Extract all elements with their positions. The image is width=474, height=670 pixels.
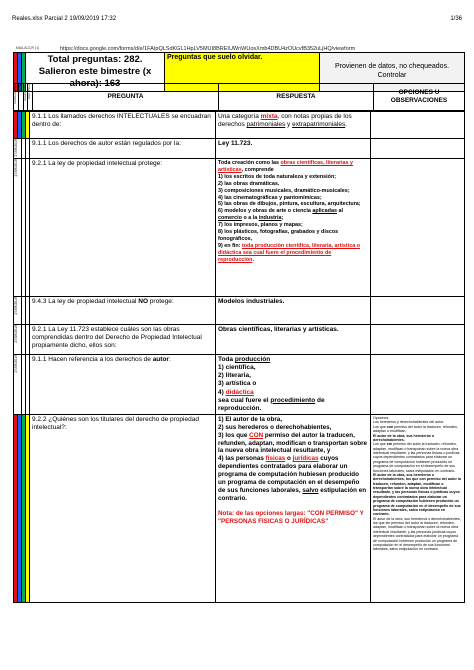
summary-unchecked: Provienen de datos, no chequeados. Controlar — [320, 53, 465, 92]
answer-cell: Ley 11.723. — [216, 139, 371, 159]
options-cell — [371, 139, 465, 159]
side-col-2: Fecha — [18, 84, 23, 111]
answer-cell: Toda producción 1) científica, 2) literaria, 3) artística o 4) didáctica sea cual fuere el procedimiento de reproducción. — [216, 355, 371, 415]
table-row: 27/09/2019 9.1.1 Los derechos de autor están regulados por la: Ley 11.723. — [14, 139, 465, 159]
options-cell — [371, 112, 465, 139]
table-row: 27/09/2019 9.4.3 La ley de propiedad intelectual NO protege: Modelos industriales. — [14, 297, 465, 325]
answer-cell: Una categoría mixta, con notas propias de los derechos patrimoniales y extrapatrimoniales. — [216, 112, 371, 139]
summary-total: Total preguntas: 282. Salieron este bimestre (x ahora): 163 — [26, 53, 165, 92]
question-cell: 9.1.1 Los llamados derechos INTELECTUALES se encuadran dentro de: — [30, 112, 216, 139]
print-header-right: 1/36 — [450, 16, 462, 22]
questions-table — [13, 111, 465, 603]
options-cell: Opciones: Los herederos y derechohabientes del autor. Los que con permiso del autor la traducen, refunden, adaptan o modifican. El autor de la obra, sus herederos o derechohabientes. Los que sin permiso del autor la traducen, refunden, adaptan, modifican o transportan sobre la nueva obra intelectual resultante, y las personas físicas o jurídicas cuyos dependientes contratados para elaborar un programa de computación hubiesen producido un programa de computación en el desempeño de sus funciones laborales, salva estipulación en contrario. El autor de la obra, sus herederos o derechohabientes, los que con permiso del autor la traducen, refunden, adaptan, modifican o transportan sobre la nueva obra intelectual resultante, y las personas físicas o jurídicas cuyos dependientes contratados para elaborar un programa de computación hubiesen producido un programa de computación en el desempeño de sus funciones laborales, salvo estipulación en contrario. El autor de la obra, sus herederos o derechohabientes, los que sin permiso del autor la traducen, refunden, adaptan, modifican o transportan sobre la nueva obra intelectual resultante, y las personas jurídicas cuyos dependientes contratados para elaborar un programa de computación hubiesen producido un programa de computación en el desempeño de sus funciones laborales, salvo estipulación en contrario. — [371, 415, 465, 603]
table-row: 27/09/2019 9.2.1 La ley de propiedad intelectual protege: Toda creación como las obras científicas, literarias y artísticas, comprende 1) los escritos de toda naturaleza y extensión; 2) las obras dramáticas, 3) composiciones musicales, dramático-musicales; 4) las cinematográficas y pantomímicas; 5) las obras de dibujos, pintura, escultura, arquitectura; 6) modelos y obras de arte o ciencia aplicadas al comercio o a la industria; 7) los impresos, planos y mapas; 8) los plásticos, fotografías, grabados y discos fonográficos, 9) en fin: toda producción científica, literaria, artística o didáctica sea cual fuere el procedimiento de reproducción. — [14, 159, 465, 297]
options-cell — [371, 325, 465, 355]
question-cell: 9.1.1 Hacen referencia a los derechos de autor: — [30, 355, 216, 415]
options-cell — [371, 297, 465, 325]
question-cell: 9.2.1 La ley de propiedad intelectual protege: — [30, 159, 216, 297]
side-col-3: Examinadas — [23, 84, 28, 111]
answer-cell: Modelos industriales. — [216, 297, 371, 325]
answer-cell: Toda creación como las obras científicas, literarias y artísticas, comprende 1) los escritos de toda naturaleza y extensión; 2) las obras dramáticas, 3) composiciones musicales, dramático-musicales; 4) las cinematográficas y pantomímicas; 5) las obras de dibujos, pintura, escultura, arquitectura; 6) modelos y obras de arte o ciencia aplicadas al comercio o a la industria; 7) los impresos, planos y mapas; 8) los plásticos, fotografías, grabados y discos fonográficos, 9) en fin: toda producción científica, literaria, artística o didáctica sea cual fuere el procedimiento de reproducción. — [216, 159, 371, 297]
question-cell: 9.2.2 ¿Quiénes son los titulares del derecho de propiedad intelectual?: — [30, 415, 216, 603]
question-cell: 9.2.1 La Ley 11.723 establece cuáles son las obras comprendidas dentro del Derecho de Propiedad Intelectual propiamente dicho, ellos son: — [30, 325, 216, 355]
options-cell — [371, 159, 465, 297]
question-cell: 9.4.3 La ley de propiedad intelectual NO protege: — [30, 297, 216, 325]
print-header — [12, 16, 462, 22]
table-row: 27/09/2019 9.2.1 La Ley 11.723 establece cuáles son las obras comprendidas dentro del Derecho de Propiedad Intelectual propiamente dicho, ellos son: Obras científicas, literarias y artísticas. — [14, 325, 465, 355]
form-url[interactable]: https://docs.google.com/forms/d/e/1FAIpQLSdKGL1HpLV5MUI8BREIUWnWUosXmb4DBU4zOUcvfB352uLjHQ/viewform — [60, 46, 356, 52]
table-row: 27/09/2019 9.1.1 Hacen referencia a los derechos de autor: Toda producción 1) científica, 2) literaria, 3) artística o 4) didáctica sea cual fuere el procedimiento de reproducción. — [14, 355, 465, 415]
answer-cell: 1) El autor de la obra, 2) sus herederos o derechohabientes, 3) los que CON permiso del autor la traducen, refunden, adaptan, modifican o transportan sobre la nueva obra intelectual resultante, y 4) las personas físicas o jurídicas cuyos dependientes contratados para elaborar un programa de computación hubiesen producido un programa de computación en el desempeño de sus funciones laborales, salvo estipulación en contrario. Nota: de las opciones largas: "CON PERMISO" Y "PERSONAS FISICAS O JURÍDICAS" — [216, 415, 371, 603]
answer-cell: Obras científicas, literarias y artísticas. — [216, 325, 371, 355]
question-cell: 9.1.1 Los derechos de autor están regulados por la: — [30, 139, 216, 159]
column-header — [13, 83, 465, 111]
brand-label: MAILACCR (1) — [16, 46, 40, 50]
print-header-left: Reales.xlsx Parcial 2 19/09/2019 17:32 — [12, 16, 117, 22]
side-col-1: Fecha estimad — [14, 84, 19, 111]
header-pregunta: PREGUNTA — [33, 84, 219, 111]
header-respuesta: RESPUESTA — [219, 84, 374, 111]
header-opciones: OPCIONES U OBSERVACIONES — [374, 84, 465, 111]
table-row — [14, 415, 465, 603]
summary-forgotten: Preguntas que suelo olvidar. — [165, 53, 320, 92]
options-cell — [371, 355, 465, 415]
side-col-4: AUX (Pino) — [28, 84, 33, 111]
table-row — [14, 112, 465, 139]
